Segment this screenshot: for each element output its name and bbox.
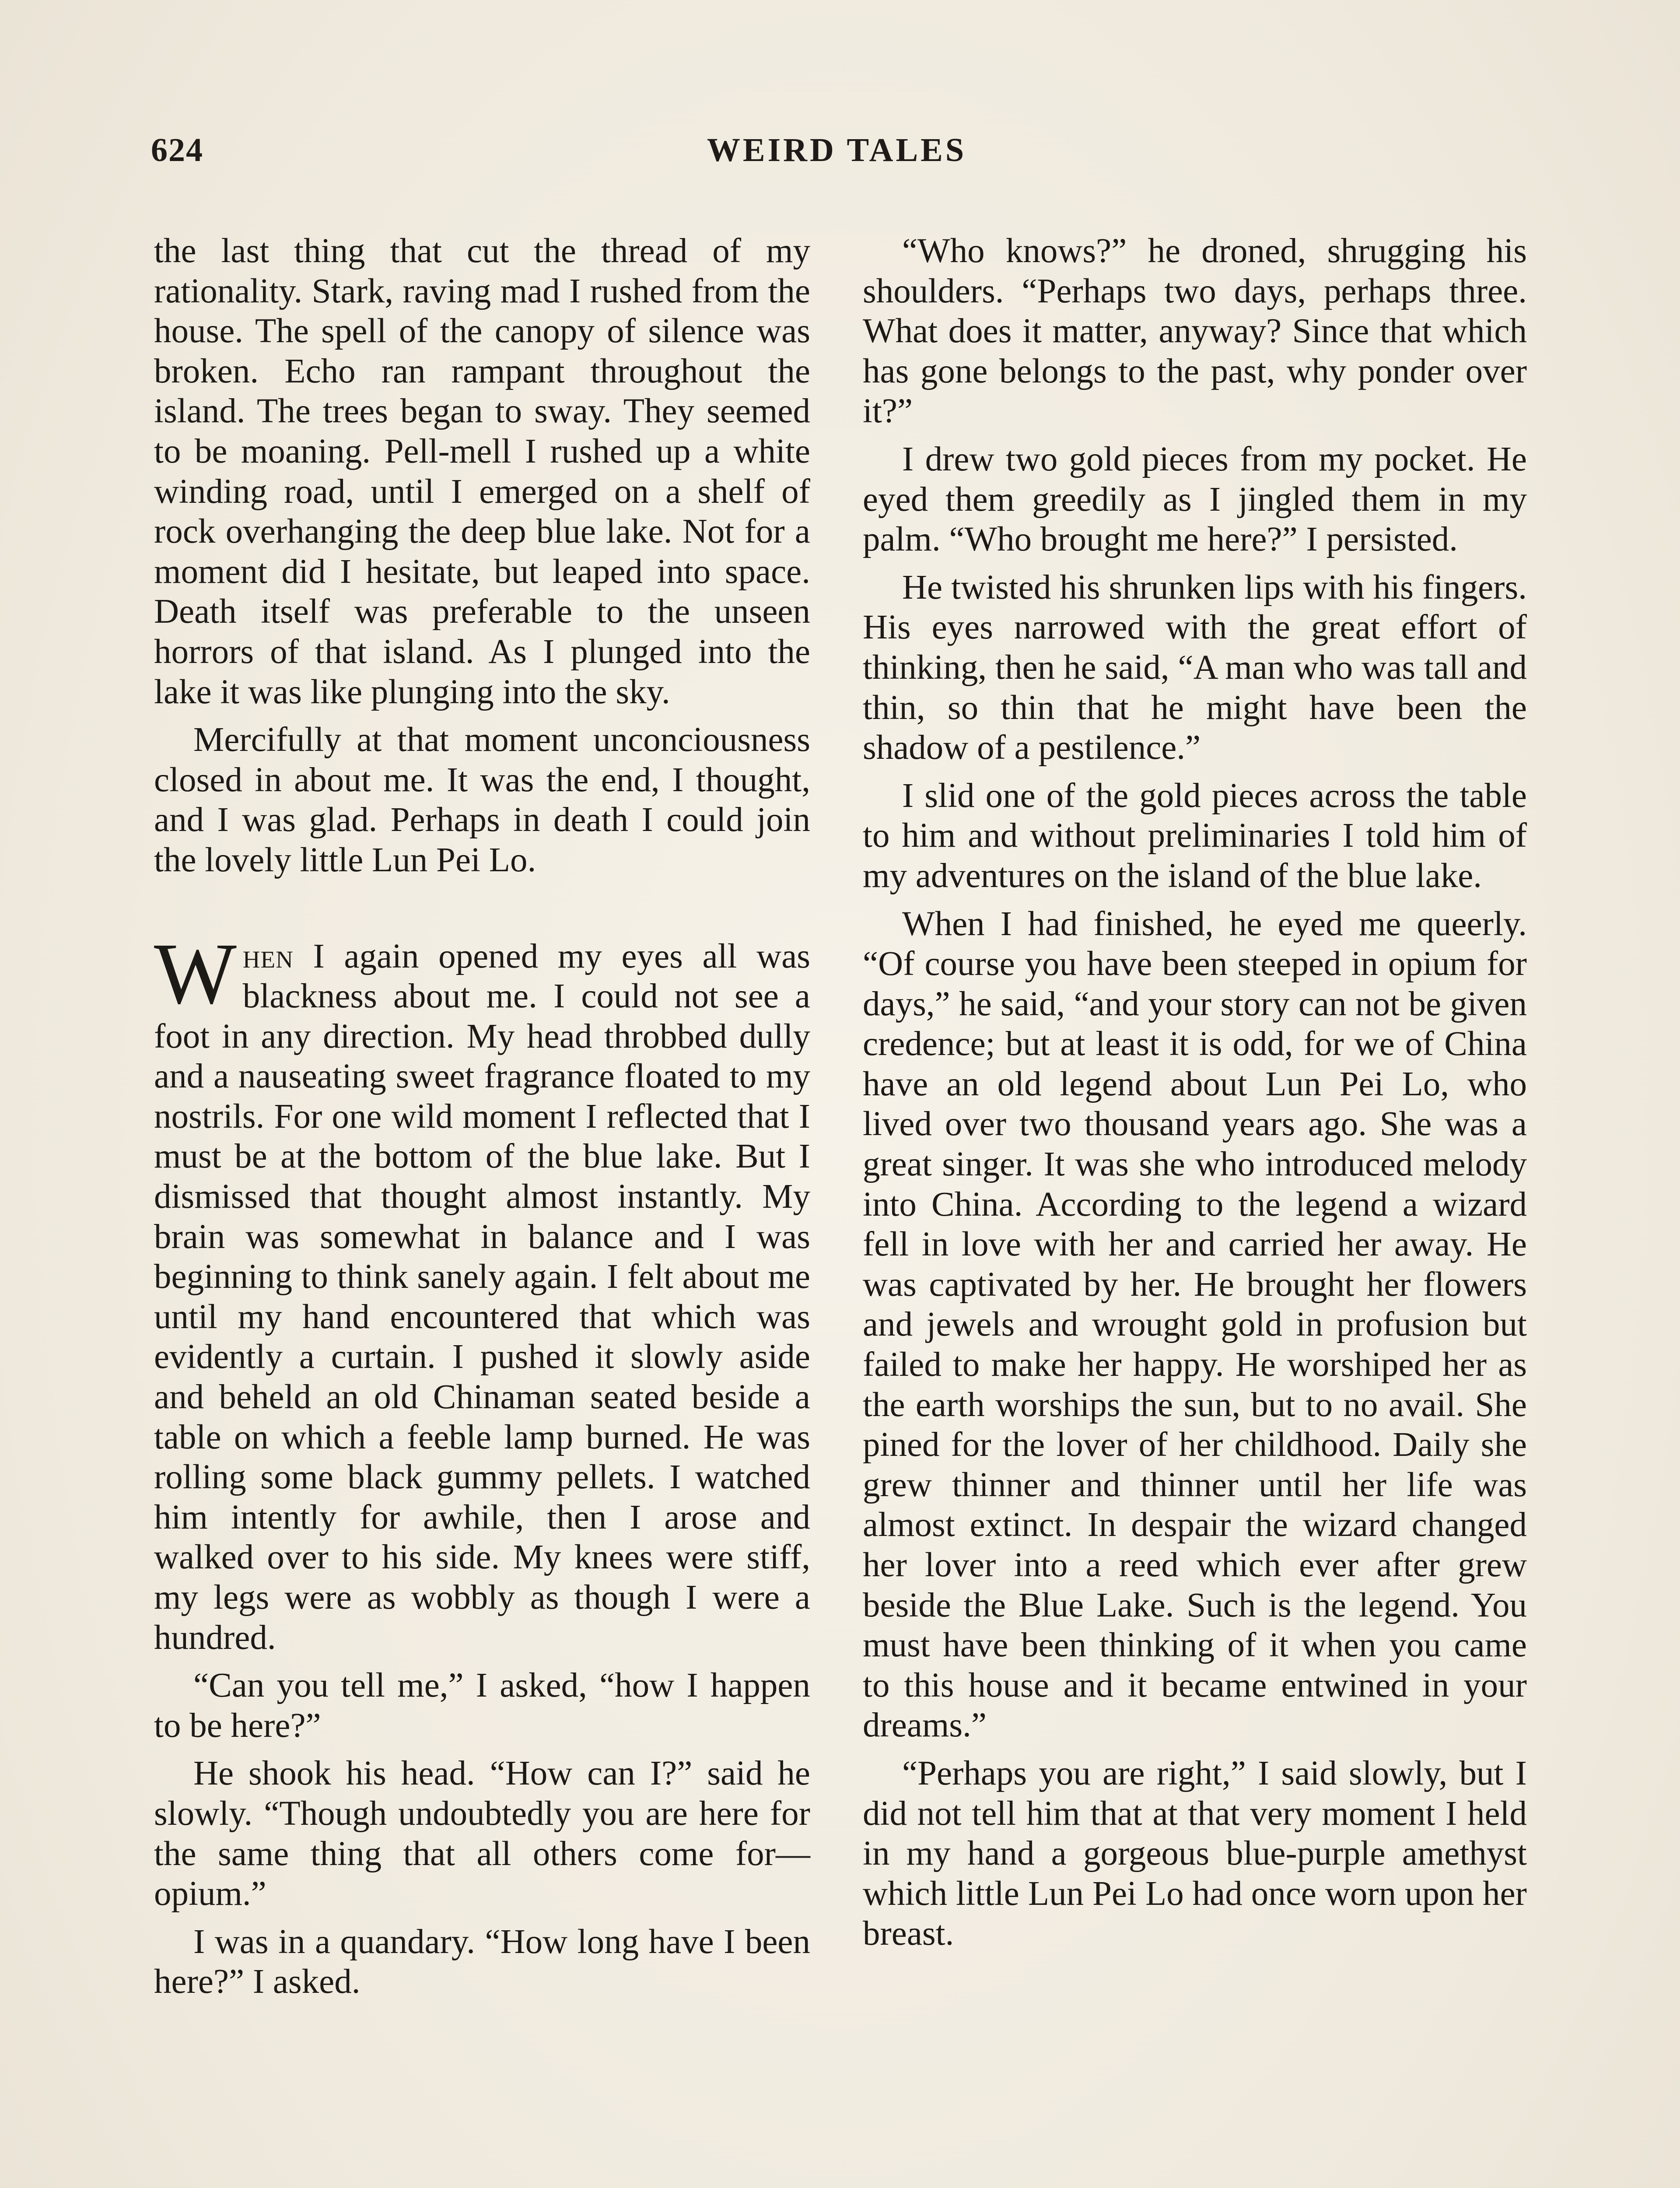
running-title: WEIRD TALES: [707, 132, 967, 168]
paragraph: “Can you tell me,” I asked, “how I happen to be here?”: [154, 1666, 810, 1745]
page-number: 624: [151, 132, 203, 168]
paragraph: Mercifully at that moment unconciousness closed in about me. It was the end, I thought, and I was glad. Perhaps in death I could join the lovely little Lun Pei Lo.: [154, 721, 810, 879]
paragraph: “Perhaps you are right,” I said slowly, but I did not tell him that at that very moment I held in my hand a gorgeous blue-purple amethyst which little Lun Pei Lo had once worn upon her breast.: [863, 1754, 1527, 1953]
drop-cap: W: [154, 925, 237, 1022]
paragraph: I drew two gold pieces from my pocket. He eyed them greedily as I jingled them in my palm. “Who brought me here?” I persisted.: [863, 440, 1527, 559]
paragraph: I was in a quandary. “How long have I been here?” I asked.: [154, 1922, 810, 2001]
paragraph: He twisted his shrunken lips with his fingers. His eyes narrowed with the great effort of thinking, then he said, “A man who was tall and thin, so thin that he might have been the shadow of a pestilence.”: [863, 568, 1527, 767]
paragraph: He shook his head. “How can I?” said he slowly. “Though undoubtedly you are here for the same thing that all others come for—opium.”: [154, 1754, 810, 1913]
right-column: [863, 231, 1527, 1962]
paragraph: “Who knows?” he droned, shrugging his shoulders. “Perhaps two days, perhaps three. What does it matter, anyway? Since that which has gone belongs to the past, why ponder over it?”: [863, 232, 1527, 431]
section-break: [154, 888, 810, 936]
paragraph: When I had finished, he eyed me queerly. “Of course you have been steeped in opium for days,” he said, “and your story can not be given credence; but at least it is odd, for we of China have an old legend about Lun Pei Lo, who lived over two thousand years ago. She was a great singer. It was she who introduced melody into China. According to the legend a wizard fell in love with her and carried her away. He was captivated by her. He brought her flowers and jewels and wrought gold in profusion but failed to make her happy. He worshiped her as the earth worships the sun, but to no avail. She pined for the lover of her childhood. Daily she grew thinner and thinner until her life was almost extinct. In despair the wizard changed her lover into a reed which ever after grew beside the Blue Lake. Such is the legend. You must have been thinking of it when you came to this house and it became entwined in your dreams.”: [863, 905, 1527, 1745]
left-column: [154, 231, 810, 2010]
page-header: [151, 131, 1522, 184]
paragraph: the last thing that cut the thread of my rationality. Stark, raving mad I rushed from the house. The spell of the canopy of silence was broken. Echo ran rampant throughout the island. The trees began to sway. They seemed to be moaning. Pell-mell I rushed up a white winding road, until I emerged on a shelf of rock overhanging the deep blue lake. Not for a moment did I hesitate, but leaped into space. Death itself was preferable to the unseen horrors of that island. As I plunged into the lake it was like plunging into the sky.: [154, 232, 810, 711]
paragraph-text: I again opened my eyes all was blackness about me. I could not see a foot in any direction. My head throbbed dully and a nauseating sweet fragrance floated to my nostrils. For one wild moment I reflected that I must be at the bottom of the blue lake. But I dismissed that thought almost instantly. My brain was somewhat in balance and I was beginning to think sanely again. I felt about me until my hand encountered that which was evidently a curtain. I pushed it slowly aside and beheld an old Chinaman seated beside a table on which a feeble lamp burned. He was rolling some black gummy pellets. I watched him intently for awhile, then I arose and walked over to his side. My knees were stiff, my legs were as wobbly as though I were a hundred.: [154, 937, 810, 1657]
paragraph-dropcap: [154, 925, 810, 1658]
paragraph: I slid one of the gold pieces across the table to him and without preliminaries I told him of my adventures on the island of the blue lake.: [863, 776, 1527, 895]
small-caps-lead: hen: [242, 937, 294, 975]
